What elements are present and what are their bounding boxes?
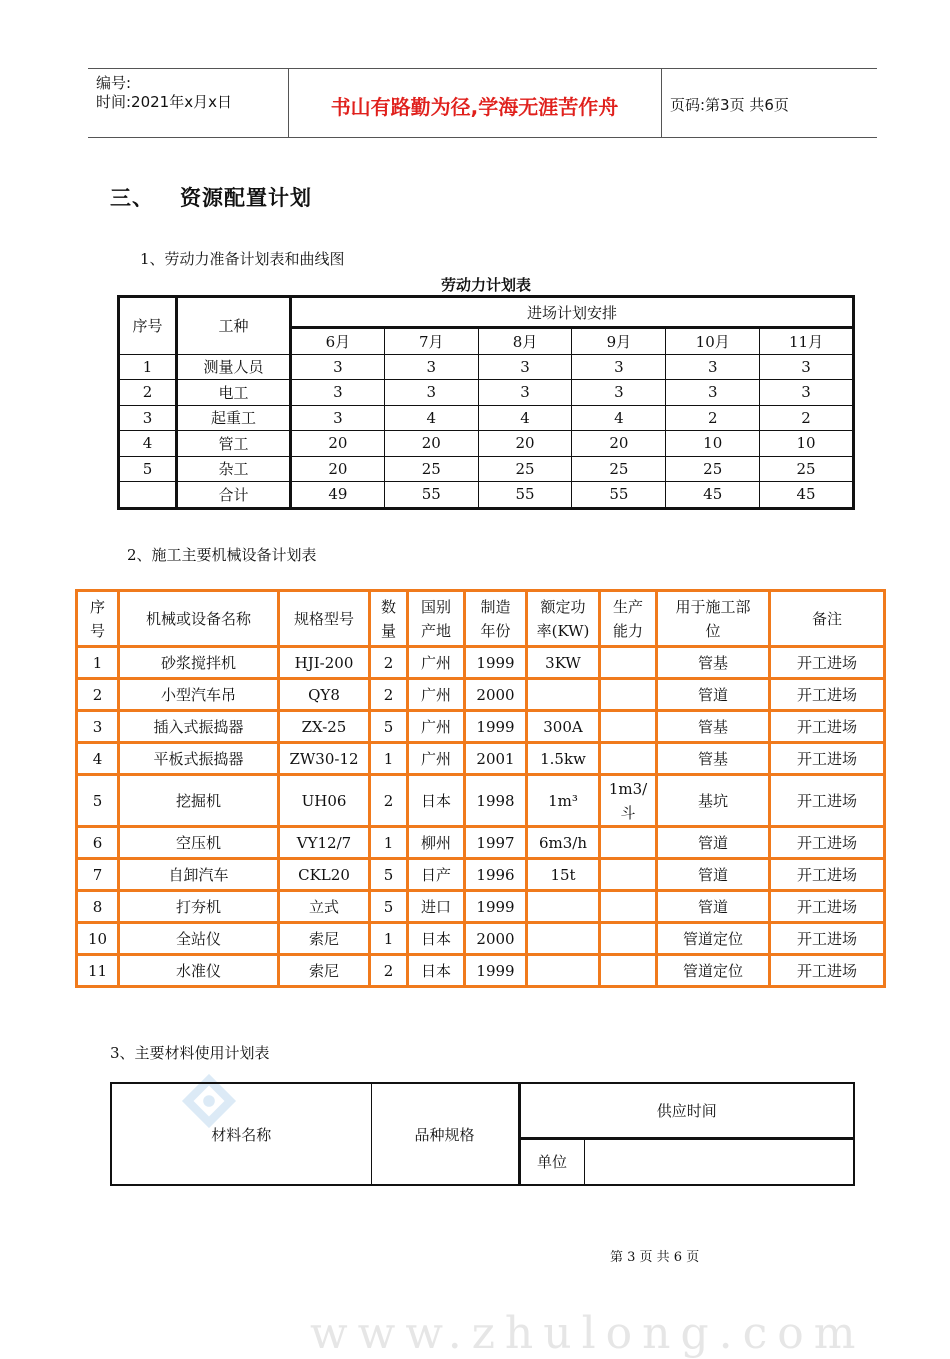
equipment-name: 打夯机 <box>119 891 279 923</box>
empty-cell <box>584 1138 854 1185</box>
labour-plan-table <box>117 295 855 510</box>
materials-heading: 3、主要材料使用计划表 <box>110 1044 270 1062</box>
worker-count: 10 <box>760 431 854 457</box>
col-header-power: 额定功 率(KW) <box>527 591 600 647</box>
table-row <box>77 859 885 891</box>
worker-count: 3 <box>478 380 572 406</box>
worker-count: 4 <box>478 405 572 431</box>
equipment-qty: 5 <box>370 711 408 743</box>
equipment-year: 1999 <box>465 647 527 679</box>
worker-count: 20 <box>572 431 666 457</box>
col-header-no: 序 号 <box>77 591 119 647</box>
doc-time-label: 时间:2021年x月x日 <box>96 93 232 111</box>
worker-type: 电工 <box>177 380 291 406</box>
equipment-name: 平板式振捣器 <box>119 743 279 775</box>
worker-count: 10 <box>666 431 760 457</box>
col-header-model: 规格型号 <box>279 591 370 647</box>
equipment-origin: 日本 <box>408 775 465 827</box>
equipment-power: 3KW <box>527 647 600 679</box>
equipment-no: 4 <box>77 743 119 775</box>
worker-count: 25 <box>572 456 666 482</box>
equipment-model: 立式 <box>279 891 370 923</box>
worker-count: 3 <box>666 380 760 406</box>
month-header: 10月 <box>666 328 760 355</box>
equipment-capacity <box>600 891 657 923</box>
equipment-name: 全站仪 <box>119 923 279 955</box>
worker-type: 杂工 <box>177 456 291 482</box>
worker-count: 3 <box>760 354 854 380</box>
worker-count: 2 <box>666 405 760 431</box>
worker-count: 55 <box>572 482 666 509</box>
col-header-material-name: 材料名称 <box>111 1083 371 1185</box>
equipment-model: 索尼 <box>279 955 370 987</box>
equipment-remark: 开工进场 <box>770 891 885 923</box>
equipment-power: 15t <box>527 859 600 891</box>
equipment-no: 3 <box>77 711 119 743</box>
worker-type: 合计 <box>177 482 291 509</box>
labour-heading: 1、劳动力准备计划表和曲线图 <box>140 250 345 268</box>
equipment-year: 1997 <box>465 827 527 859</box>
worker-count: 20 <box>478 431 572 457</box>
section-title <box>110 182 312 212</box>
equipment-name: 插入式振捣器 <box>119 711 279 743</box>
equipment-origin: 进口 <box>408 891 465 923</box>
equipment-year: 1999 <box>465 955 527 987</box>
equipment-plan-table <box>75 589 886 988</box>
worker-count: 4 <box>384 405 478 431</box>
equipment-year: 2000 <box>465 679 527 711</box>
table-row <box>119 431 854 457</box>
header-page-cell <box>662 69 877 137</box>
equipment-capacity <box>600 711 657 743</box>
equipment-year: 1999 <box>465 891 527 923</box>
col-header-schedule: 进场计划安排 <box>291 297 854 328</box>
worker-count: 55 <box>384 482 478 509</box>
header-meta-cell <box>88 69 289 137</box>
header-page-number: 页码:第3页 共6页 <box>670 96 789 114</box>
equipment-qty: 2 <box>370 679 408 711</box>
equipment-usage: 基坑 <box>657 775 770 827</box>
col-header-type: 工种 <box>177 297 291 355</box>
table-row <box>77 891 885 923</box>
equipment-capacity <box>600 827 657 859</box>
equipment-origin: 日本 <box>408 923 465 955</box>
equipment-qty: 1 <box>370 923 408 955</box>
table-row <box>77 647 885 679</box>
equipment-usage: 管道定位 <box>657 955 770 987</box>
table-row <box>77 711 885 743</box>
table-row <box>119 380 854 406</box>
worker-count: 25 <box>666 456 760 482</box>
col-header-spec: 品种规格 <box>371 1083 519 1185</box>
col-header-name: 机械或设备名称 <box>119 591 279 647</box>
worker-count: 2 <box>760 405 854 431</box>
equipment-capacity <box>600 859 657 891</box>
equipment-model: CKL20 <box>279 859 370 891</box>
table-row <box>77 679 885 711</box>
table-row <box>119 405 854 431</box>
equipment-capacity <box>600 647 657 679</box>
equipment-name: 自卸汽车 <box>119 859 279 891</box>
col-header-supply-time: 供应时间 <box>519 1083 854 1138</box>
equipment-power <box>527 955 600 987</box>
col-header-usage: 用于施工部 位 <box>657 591 770 647</box>
equipment-name: 砂浆搅拌机 <box>119 647 279 679</box>
equipment-no: 10 <box>77 923 119 955</box>
equipment-no: 5 <box>77 775 119 827</box>
worker-count: 3 <box>384 380 478 406</box>
row-number <box>119 482 177 509</box>
equipment-usage: 管道 <box>657 827 770 859</box>
month-header: 11月 <box>760 328 854 355</box>
page-header <box>88 68 877 138</box>
worker-count: 3 <box>384 354 478 380</box>
table-row <box>77 955 885 987</box>
equipment-remark: 开工进场 <box>770 743 885 775</box>
header-slogan-cell <box>288 69 662 137</box>
worker-type: 起重工 <box>177 405 291 431</box>
worker-count: 55 <box>478 482 572 509</box>
equipment-capacity <box>600 923 657 955</box>
equipment-model: VY12/7 <box>279 827 370 859</box>
worker-count: 3 <box>478 354 572 380</box>
worker-count: 45 <box>760 482 854 509</box>
row-number: 5 <box>119 456 177 482</box>
equipment-no: 8 <box>77 891 119 923</box>
equipment-usage: 管基 <box>657 647 770 679</box>
table-row <box>77 775 885 827</box>
equipment-power: 1m³ <box>527 775 600 827</box>
month-header: 6月 <box>291 328 385 355</box>
equipment-capacity: 1m3/ 斗 <box>600 775 657 827</box>
table-header-row <box>119 297 854 328</box>
equipment-capacity <box>600 955 657 987</box>
row-number: 4 <box>119 431 177 457</box>
section-title-text: 资源配置计划 <box>180 186 312 210</box>
equipment-power: 300A <box>527 711 600 743</box>
worker-count: 49 <box>291 482 385 509</box>
equipment-origin: 柳州 <box>408 827 465 859</box>
col-header-qty: 数 量 <box>370 591 408 647</box>
col-header-remark: 备注 <box>770 591 885 647</box>
equipment-year: 1998 <box>465 775 527 827</box>
equipment-remark: 开工进场 <box>770 923 885 955</box>
equipment-origin: 广州 <box>408 647 465 679</box>
equipment-no: 6 <box>77 827 119 859</box>
equipment-remark: 开工进场 <box>770 775 885 827</box>
worker-count: 20 <box>291 456 385 482</box>
labour-table-caption: 劳动力计划表 <box>440 276 531 294</box>
equipment-power: 6m3/h <box>527 827 600 859</box>
equipment-power <box>527 891 600 923</box>
col-header-origin: 国别 产地 <box>408 591 465 647</box>
worker-count: 3 <box>291 405 385 431</box>
equipment-heading: 2、施工主要机械设备计划表 <box>127 546 317 564</box>
equipment-remark: 开工进场 <box>770 711 885 743</box>
equipment-name: 挖掘机 <box>119 775 279 827</box>
equipment-year: 1999 <box>465 711 527 743</box>
worker-count: 3 <box>760 380 854 406</box>
equipment-origin: 广州 <box>408 679 465 711</box>
equipment-power <box>527 923 600 955</box>
table-header-row <box>77 591 885 647</box>
row-number: 3 <box>119 405 177 431</box>
worker-count: 25 <box>478 456 572 482</box>
table-row <box>77 827 885 859</box>
equipment-qty: 2 <box>370 647 408 679</box>
equipment-remark: 开工进场 <box>770 859 885 891</box>
worker-count: 20 <box>291 431 385 457</box>
equipment-model: UH06 <box>279 775 370 827</box>
col-header-no: 序号 <box>119 297 177 355</box>
equipment-remark: 开工进场 <box>770 827 885 859</box>
equipment-usage: 管道 <box>657 891 770 923</box>
equipment-model: HJI-200 <box>279 647 370 679</box>
equipment-name: 小型汽车吊 <box>119 679 279 711</box>
equipment-year: 1996 <box>465 859 527 891</box>
row-number: 2 <box>119 380 177 406</box>
equipment-origin: 日产 <box>408 859 465 891</box>
month-header: 7月 <box>384 328 478 355</box>
equipment-remark: 开工进场 <box>770 647 885 679</box>
equipment-name: 空压机 <box>119 827 279 859</box>
equipment-model: 索尼 <box>279 923 370 955</box>
equipment-no: 2 <box>77 679 119 711</box>
material-plan-table <box>110 1082 855 1186</box>
equipment-origin: 广州 <box>408 711 465 743</box>
worker-count: 3 <box>666 354 760 380</box>
worker-count: 25 <box>760 456 854 482</box>
equipment-usage: 管道定位 <box>657 923 770 955</box>
worker-count: 3 <box>572 380 666 406</box>
month-header: 8月 <box>478 328 572 355</box>
equipment-model: QY8 <box>279 679 370 711</box>
table-row <box>77 923 885 955</box>
equipment-origin: 广州 <box>408 743 465 775</box>
equipment-usage: 管道 <box>657 679 770 711</box>
worker-type: 管工 <box>177 431 291 457</box>
equipment-no: 7 <box>77 859 119 891</box>
equipment-qty: 5 <box>370 891 408 923</box>
section-number: 三、 <box>110 186 154 210</box>
equipment-usage: 管道 <box>657 859 770 891</box>
equipment-capacity <box>600 743 657 775</box>
equipment-usage: 管基 <box>657 711 770 743</box>
worker-count: 25 <box>384 456 478 482</box>
doc-number-label: 编号: <box>96 74 132 92</box>
worker-count: 3 <box>291 354 385 380</box>
col-header-unit: 单位 <box>519 1138 584 1185</box>
equipment-power: 1.5kw <box>527 743 600 775</box>
equipment-usage: 管基 <box>657 743 770 775</box>
equipment-remark: 开工进场 <box>770 679 885 711</box>
worker-count: 20 <box>384 431 478 457</box>
equipment-qty: 5 <box>370 859 408 891</box>
col-header-capacity: 生产 能力 <box>600 591 657 647</box>
worker-count: 3 <box>291 380 385 406</box>
equipment-remark: 开工进场 <box>770 955 885 987</box>
worker-count: 45 <box>666 482 760 509</box>
equipment-qty: 2 <box>370 775 408 827</box>
col-header-year: 制造 年份 <box>465 591 527 647</box>
equipment-name: 水准仪 <box>119 955 279 987</box>
equipment-qty: 1 <box>370 743 408 775</box>
equipment-model: ZW30-12 <box>279 743 370 775</box>
equipment-capacity <box>600 679 657 711</box>
table-header-row <box>111 1083 854 1138</box>
row-number: 1 <box>119 354 177 380</box>
equipment-model: ZX-25 <box>279 711 370 743</box>
worker-type: 测量人员 <box>177 354 291 380</box>
equipment-no: 11 <box>77 955 119 987</box>
table-row <box>119 354 854 380</box>
equipment-year: 2001 <box>465 743 527 775</box>
equipment-origin: 日本 <box>408 955 465 987</box>
table-row <box>77 743 885 775</box>
equipment-year: 2000 <box>465 923 527 955</box>
page-footer: 第 3 页 共 6 页 <box>610 1250 700 1265</box>
equipment-no: 1 <box>77 647 119 679</box>
worker-count: 3 <box>572 354 666 380</box>
header-slogan: 书山有路勤为径,学海无涯苦作舟 <box>330 95 619 119</box>
month-header: 9月 <box>572 328 666 355</box>
equipment-power <box>527 679 600 711</box>
worker-count: 4 <box>572 405 666 431</box>
equipment-qty: 1 <box>370 827 408 859</box>
table-row <box>119 482 854 509</box>
watermark-text: www.zhulong.com <box>310 1308 866 1359</box>
equipment-qty: 2 <box>370 955 408 987</box>
table-row <box>119 456 854 482</box>
